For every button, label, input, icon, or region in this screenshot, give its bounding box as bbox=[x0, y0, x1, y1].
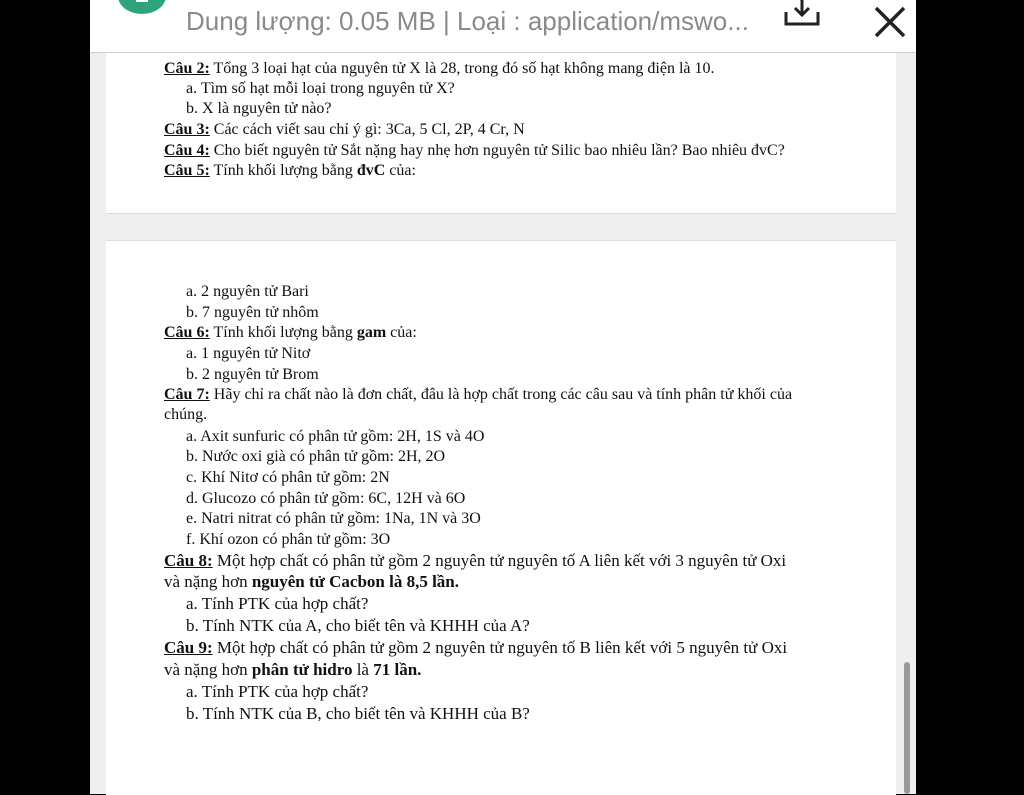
question-7-e: e. Natri nitrat có phân tử gồm: 1Na, 1N và 3O bbox=[186, 510, 481, 527]
question-7-b: b. Nước oxi già có phân tử gồm: 2H, 2O bbox=[186, 448, 446, 465]
question-9: Câu 9: Một hợp chất có phân tử gồm 2 nguyên tử nguyên tố B liên kết với 5 nguyên tử Oxi bbox=[164, 638, 788, 657]
question-7: Câu 7: Hãy chỉ ra chất nào là đơn chất, đâu là hợp chất trong các câu sau và tính phân tử khối của bbox=[164, 386, 793, 403]
question-7-f: f. Khí ozon có phân tử gồm: 3O bbox=[186, 531, 391, 548]
question-6-b: b. 2 nguyên tử Brom bbox=[186, 366, 319, 383]
page-margin-left bbox=[90, 53, 106, 794]
question-8-a: a. Tính PTK của hợp chất? bbox=[186, 594, 369, 613]
question-2: Câu 2: Tổng 3 loại hạt của nguyên tử X là 28, trong đó số hạt không mang điện là 10. bbox=[164, 60, 715, 77]
scrollbar-thumb[interactable] bbox=[904, 662, 910, 794]
question-8-b: b. Tính NTK của A, cho biết tên và KHHH của A? bbox=[186, 616, 530, 635]
question-3: Câu 3: Các cách viết sau chỉ ý gì: 3Ca, 5 Cl, 2P, 4 Cr, N bbox=[164, 121, 525, 138]
document-info-title: Dung lượng: 0.05 MB | Loại : application/mswo... bbox=[186, 6, 749, 36]
question-2-b: b. X là nguyên tử nào? bbox=[186, 100, 332, 117]
document-page-2 bbox=[106, 240, 896, 795]
document-page-1 bbox=[106, 53, 896, 213]
question-5-a: a. 2 nguyên tử Bari bbox=[186, 283, 309, 300]
question-8: Câu 8: Một hợp chất có phân tử gồm 2 nguyên tử nguyên tố A liên kết với 3 nguyên tử Oxi bbox=[164, 551, 787, 570]
close-icon[interactable] bbox=[872, 4, 908, 40]
question-9-cont: và nặng hơn phân tử hidro là 71 lần. bbox=[164, 660, 422, 679]
download-icon[interactable] bbox=[782, 0, 822, 30]
question-7-d: d. Glucozo có phân tử gồm: 6C, 12H và 6O bbox=[186, 490, 466, 507]
question-4: Câu 4: Cho biết nguyên tử Sắt nặng hay nhẹ hơn nguyên tử Silic bao nhiêu lần? Bao nhiêu đvC? bbox=[164, 142, 785, 159]
question-6-a: a. 1 nguyên tử Nitơ bbox=[186, 345, 311, 362]
question-7-cont: chúng. bbox=[164, 406, 208, 423]
question-6: Câu 6: Tính khối lượng bằng gam của: bbox=[164, 324, 417, 341]
page-separator bbox=[90, 213, 916, 240]
question-7-a: a. Axit sunfuric có phân tử gồm: 2H, 1S và 4O bbox=[186, 428, 485, 445]
question-2-a: a. Tìm số hạt mỗi loại trong nguyên tử X? bbox=[186, 80, 455, 97]
question-5-b: b. 7 nguyên tử nhôm bbox=[186, 304, 319, 321]
question-8-cont: và nặng hơn nguyên tử Cacbon là 8,5 lần. bbox=[164, 572, 459, 591]
question-7-c: c. Khí Nitơ có phân tử gồm: 2N bbox=[186, 469, 390, 486]
question-9-b: b. Tính NTK của B, cho biết tên và KHHH của B? bbox=[186, 704, 530, 723]
question-5: Câu 5: Tính khối lượng bằng đvC của: bbox=[164, 162, 416, 179]
viewer-header bbox=[90, 0, 916, 53]
question-9-a: a. Tính PTK của hợp chất? bbox=[186, 682, 369, 701]
